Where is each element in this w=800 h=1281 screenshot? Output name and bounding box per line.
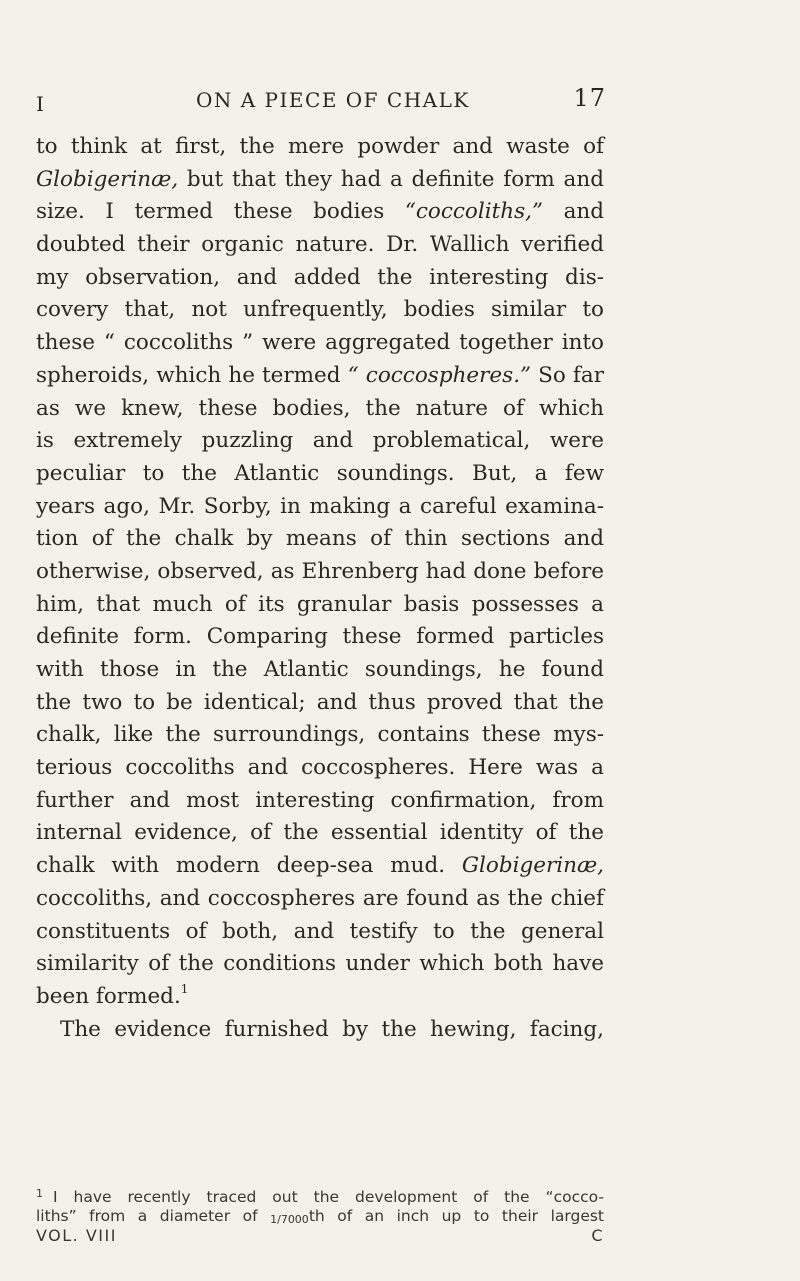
- italic-term: Globigerinæ,: [36, 166, 179, 192]
- text-line: tion of the chalk by means of thin sections and: [36, 526, 604, 552]
- footnote-reference: 1: [180, 981, 189, 996]
- text-line: is extremely puzzling and problematical, were: [36, 428, 604, 454]
- text-line: years ago, Mr. Sorby, in making a careful examina-: [36, 493, 604, 519]
- text-line: chalk with modern deep-sea mud. Globigerinæ,: [36, 853, 604, 879]
- text-line: peculiar to the Atlantic soundings. But, a few: [36, 460, 604, 486]
- footnote: [36, 1183, 604, 1227]
- text-line: covery that, not unfrequently, bodies similar to: [36, 297, 604, 323]
- text-line: otherwise, observed, as Ehrenberg had done before: [36, 558, 604, 584]
- text-line: terious coccoliths and coccospheres. Here was a: [36, 755, 604, 781]
- footnote-line: liths” from a diameter of 1/7000th of an inch up to their largest: [36, 1207, 605, 1226]
- text-line: these “ coccoliths ” were aggregated together into: [36, 330, 604, 356]
- text-line: similarity of the conditions under which both have: [36, 951, 604, 977]
- footnote-marker: 1: [36, 1187, 43, 1200]
- text-line: Globigerinæ, but that they had a definite form and: [36, 166, 604, 192]
- text-line: as we knew, these bodies, the nature of which: [36, 395, 604, 421]
- footnote-line: $^1$ I have recently traced out the development of the “cocco-: [36, 1187, 604, 1206]
- italic-term: “ coccospheres.”: [347, 362, 532, 388]
- text-line: internal evidence, of the essential identity of the: [36, 820, 604, 846]
- text-line: my observation, and added the interesting dis-: [36, 264, 604, 290]
- fraction: 1/7000: [270, 1213, 309, 1226]
- text-line: the two to be identical; and thus proved that the: [36, 689, 604, 715]
- volume-mark: VOL. VIII: [36, 1226, 117, 1245]
- text-line: chalk, like the surroundings, contains these mys-: [36, 722, 604, 748]
- running-title: ON A PIECE OF CHALK: [196, 88, 470, 112]
- text-line: been formed.$^1$: [36, 981, 189, 1009]
- text-line: him, that much of its granular basis possesses a: [36, 591, 604, 617]
- text-line: further and most interesting confirmation, from: [36, 787, 604, 813]
- text-line: definite form. Comparing these formed particles: [36, 624, 604, 650]
- text-line: constituents of both, and testify to the general: [36, 918, 604, 944]
- text-line: doubted their organic nature. Dr. Wallich verified: [36, 232, 604, 258]
- italic-term: “coccoliths,”: [404, 199, 543, 225]
- body-text: [36, 131, 604, 1046]
- text-line: spheroids, which he termed “ coccospheres.” So far: [36, 362, 604, 388]
- text-line: coccoliths, and coccospheres are found as the chief: [36, 885, 604, 911]
- running-head: [36, 84, 606, 118]
- italic-term: Globigerinæ,: [461, 853, 604, 879]
- page-number: 17: [573, 84, 606, 112]
- text-line: size. I termed these bodies “coccoliths,” and: [36, 199, 605, 225]
- signature-mark: C: [591, 1226, 604, 1245]
- paragraph-start-line: The evidence furnished by the hewing, facing,: [60, 1016, 604, 1042]
- text-line: with those in the Atlantic soundings, he found: [36, 657, 604, 682]
- chapter-number: I: [36, 92, 45, 116]
- text-line: to think at first, the mere powder and waste of: [36, 134, 604, 159]
